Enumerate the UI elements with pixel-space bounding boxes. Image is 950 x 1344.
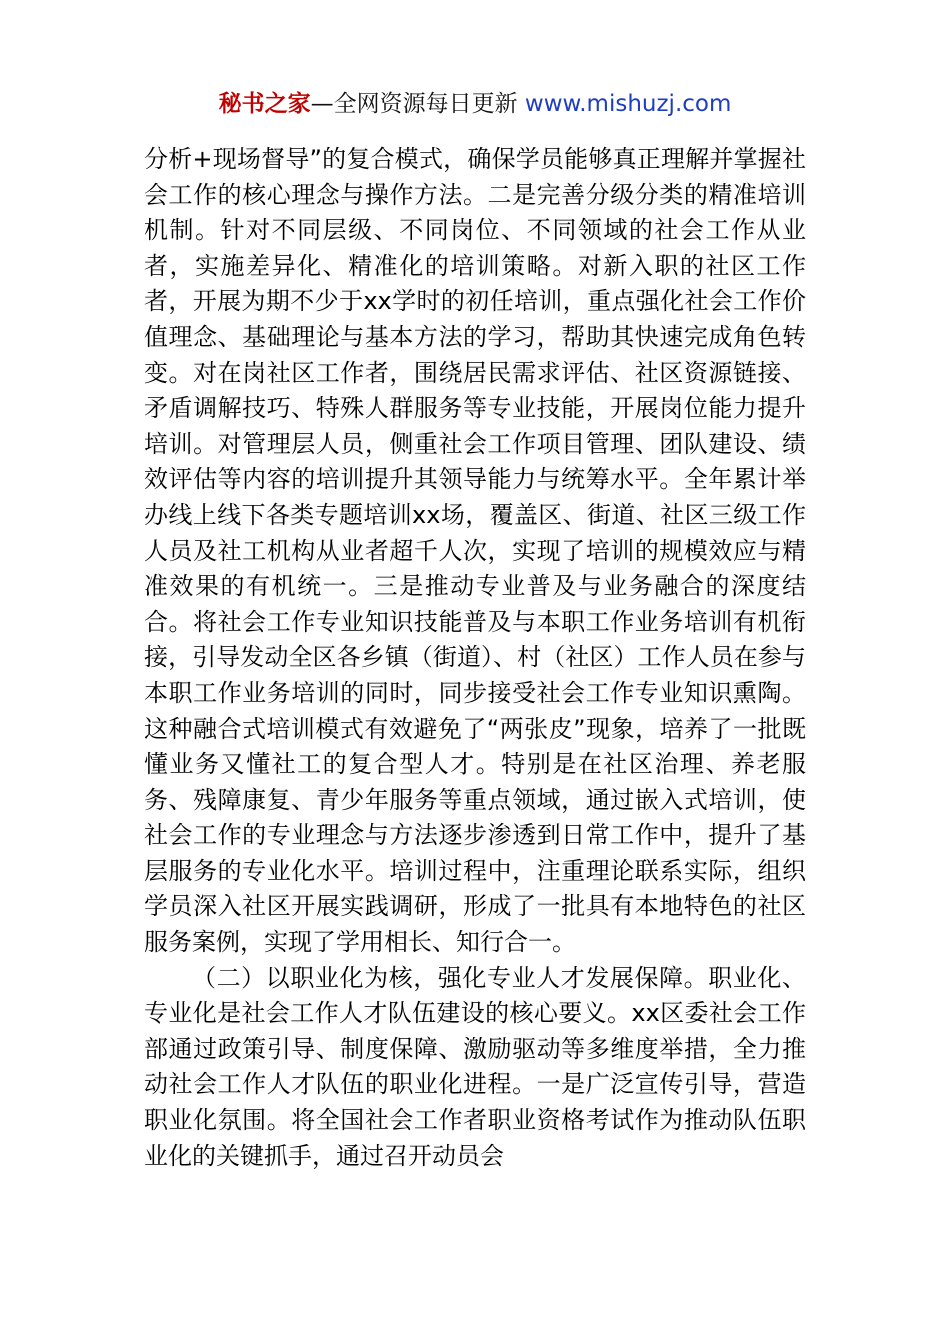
page-header bbox=[0, 86, 950, 122]
document-body bbox=[144, 142, 806, 1174]
header-tagline: —全网资源每日更新 bbox=[310, 91, 518, 117]
brand-name: 秘书之家 bbox=[218, 91, 311, 117]
website-link[interactable]: www.mishuzj.com bbox=[517, 91, 732, 117]
paragraph-continued: 分析+现场督导”的复合模式，确保学员能够真正理解并掌握社会工作的核心理念与操作方法。二是完善分级分类的精准培训机制。针对不同层级、不同岗位、不同领域的社会工作从业者，实施差异化、精准化的培训策略。对新入职的社区工作者，开展为期不少于xx学时的初任培训，重点强化社会工作价值理念、基础理论与基本方法的学习，帮助其快速完成角色转变。对在岗社区工作者，围绕居民需求评估、社区资源链接、矛盾调解技巧、特殊人群服务等专业技能，开展岗位能力提升培训。对管理层人员，侧重社会工作项目管理、团队建设、绩效评估等内容的培训提升其领导能力与统筹水平。全年累计举办线上线下各类专题培训xx场，覆盖区、街道、社区三级工作人员及社工机构从业者超千人次，实现了培训的规模效应与精准效果的有机统一。三是推动专业普及与业务融合的深度结合。将社会工作专业知识技能普及与本职工作业务培训有机衔接，引导发动全区各乡镇（街道）、村（社区）工作人员在参与本职工作业务培训的同时，同步接受社会工作专业知识熏陶。这种融合式培训模式有效避免了“两张皮”现象，培养了一批既懂业务又懂社工的复合型人才。特别是在社区治理、养老服务、残障康复、青少年服务等重点领域，通过嵌入式培训，使社会工作的专业理念与方法逐步渗透到日常工作中，提升了基层服务的专业化水平。培训过程中，注重理论联系实际，组织学员深入社区开展实践调研，形成了一批具有本地特色的社区服务案例，实现了学用相长、知行合一。 bbox=[144, 145, 806, 957]
paragraph-section-two: （二）以职业化为核，强化专业人才发展保障。职业化、专业化是社会工作人才队伍建设的核心要义。xx区委社会工作部通过政策引导、制度保障、激励驱动等多维度举措，全力推动社会工作人才队伍的职业化进程。一是广泛宣传引导，营造职业化氛围。将全国社会工作者职业资格考试作为推动队伍职业化的关键抓手，通过召开动员会 bbox=[144, 963, 806, 1170]
